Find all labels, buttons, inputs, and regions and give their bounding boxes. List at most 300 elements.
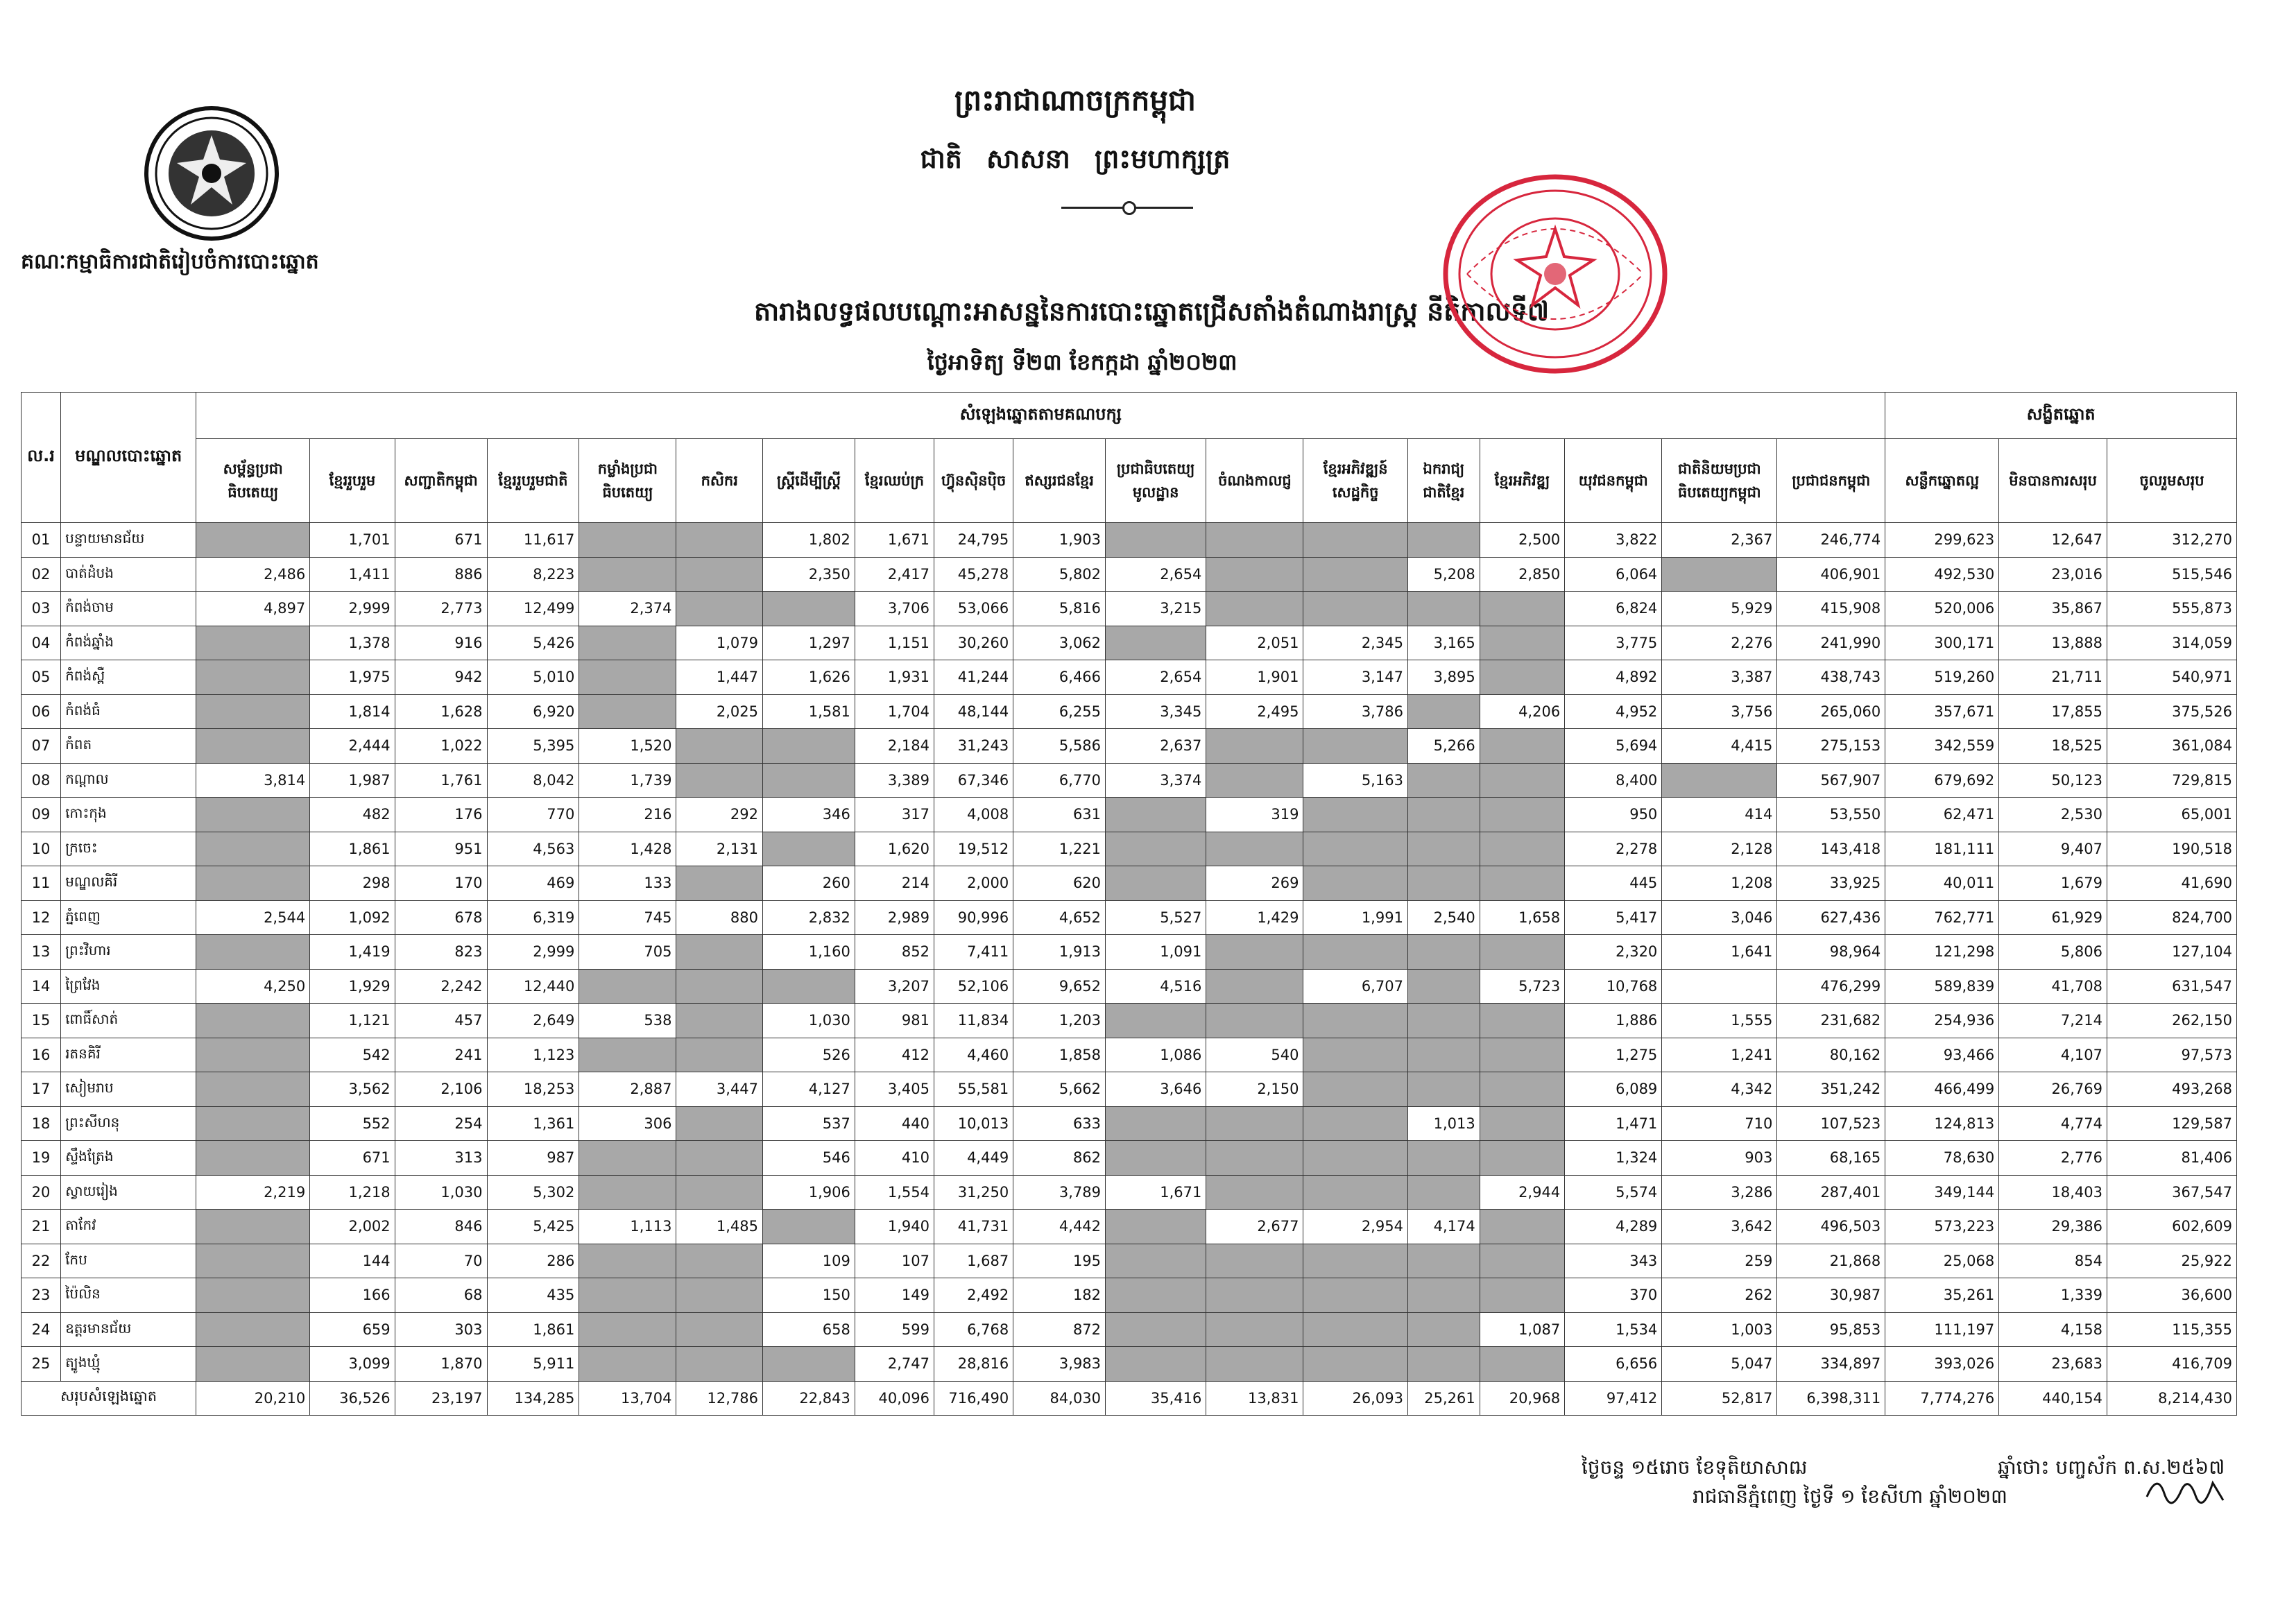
vote-cell: 1,160 [763, 935, 855, 970]
table-row [22, 798, 2237, 832]
summary-cell: 124,813 [1885, 1106, 1999, 1141]
summary-cell: 13,888 [1999, 626, 2107, 660]
vote-cell: 6,064 [1565, 557, 1662, 592]
vote-cell: 80,162 [1777, 1038, 1885, 1072]
vote-cell: 5,163 [1303, 763, 1408, 798]
vote-cell: 987 [487, 1141, 579, 1176]
vote-cell: 1,987 [310, 763, 395, 798]
vote-cell: 298 [310, 866, 395, 901]
vote-cell: 4,449 [934, 1141, 1013, 1176]
province-name: ស្ទឹងត្រែង [61, 1141, 196, 1176]
vote-cell: 916 [395, 626, 487, 660]
vote-cell: 1,940 [855, 1210, 934, 1244]
vote-cell: 942 [395, 660, 487, 695]
vote-cell: 3,046 [1662, 900, 1777, 935]
vote-cell: 287,401 [1777, 1175, 1885, 1210]
summary-cell: 115,355 [2107, 1312, 2236, 1347]
vote-cell [1407, 1278, 1480, 1313]
vote-cell: 5,911 [487, 1347, 579, 1382]
vote-cell: 28,816 [934, 1347, 1013, 1382]
vote-cell [1480, 798, 1564, 832]
vote-cell: 496,503 [1777, 1210, 1885, 1244]
vote-cell: 5,208 [1407, 557, 1480, 592]
summary-cell: 7,214 [1999, 1004, 2107, 1038]
summary-cell: 65,001 [2107, 798, 2236, 832]
vote-cell: 90,996 [934, 900, 1013, 935]
total-vote-cell: 40,096 [855, 1381, 934, 1415]
vote-cell [1480, 1072, 1564, 1107]
summary-cell: 393,026 [1885, 1347, 1999, 1382]
vote-cell: 3,389 [855, 763, 934, 798]
vote-cell: 3,706 [855, 592, 934, 626]
vote-cell [196, 1072, 310, 1107]
province-name: កំពង់ឆ្នាំង [61, 626, 196, 660]
vote-cell: 1,903 [1013, 523, 1106, 558]
vote-cell: 2,051 [1206, 626, 1303, 660]
vote-cell: 3,147 [1303, 660, 1408, 695]
province-name: តាកែវ [61, 1210, 196, 1244]
vote-cell [196, 935, 310, 970]
vote-cell [1480, 832, 1564, 866]
vote-cell [1206, 1004, 1303, 1038]
vote-cell: 4,174 [1407, 1210, 1480, 1244]
vote-cell: 109 [763, 1244, 855, 1278]
vote-cell [1206, 832, 1303, 866]
vote-cell: 1,013 [1407, 1106, 1480, 1141]
vote-cell [1480, 1038, 1564, 1072]
vote-cell [579, 969, 676, 1004]
vote-cell: 2,106 [395, 1072, 487, 1107]
organization-name: គណៈកម្មាធិការជាតិរៀបចំការបោះឆ្នោត [21, 250, 319, 274]
document-date: ថ្ងៃអាទិត្យ ទី២៣ ខែកក្កដា ឆ្នាំ២០២៣ [927, 349, 1237, 375]
province-name: ព្រះសីហនុ [61, 1106, 196, 1141]
summary-cell: 824,700 [2107, 900, 2236, 935]
summary-cell: 190,518 [2107, 832, 2236, 866]
vote-cell [579, 1141, 676, 1176]
vote-cell: 31,250 [934, 1175, 1013, 1210]
vote-cell: 2,677 [1206, 1210, 1303, 1244]
row-number: 25 [22, 1347, 61, 1382]
vote-cell [1206, 1312, 1303, 1347]
vote-cell [1480, 1141, 1564, 1176]
table-row [22, 660, 2237, 695]
summary-cell: 375,526 [2107, 694, 2236, 729]
summary-header: មិនបានការសរុប [1999, 439, 2107, 523]
vote-cell: 1,241 [1662, 1038, 1777, 1072]
header-party-group: សំឡេងឆ្នោតតាមគណបក្ស [196, 393, 1885, 439]
party-header: សញ្ជាតិកម្ពុជា [395, 439, 487, 523]
vote-cell: 133 [579, 866, 676, 901]
row-number: 13 [22, 935, 61, 970]
vote-cell: 334,897 [1777, 1347, 1885, 1382]
vote-cell [579, 1244, 676, 1278]
province-name: កែប [61, 1244, 196, 1278]
vote-cell: 6,920 [487, 694, 579, 729]
vote-cell [196, 1312, 310, 1347]
row-number: 01 [22, 523, 61, 558]
vote-cell: 2,989 [855, 900, 934, 935]
vote-cell: 1,704 [855, 694, 934, 729]
party-header: ខ្មែរអភិវឌ្ឍ [1480, 439, 1564, 523]
vote-cell [1407, 592, 1480, 626]
vote-cell: 45,278 [934, 557, 1013, 592]
vote-cell [1106, 832, 1206, 866]
vote-cell: 2,654 [1106, 660, 1206, 695]
vote-cell: 53,550 [1777, 798, 1885, 832]
vote-cell: 351,242 [1777, 1072, 1885, 1107]
vote-cell: 9,652 [1013, 969, 1106, 1004]
row-number: 08 [22, 763, 61, 798]
vote-cell: 262 [1662, 1278, 1777, 1313]
vote-cell: 631 [1013, 798, 1106, 832]
vote-cell: 5,047 [1662, 1347, 1777, 1382]
vote-cell [676, 1278, 763, 1313]
province-name: ព្រៃវែង [61, 969, 196, 1004]
summary-cell: 17,855 [1999, 694, 2107, 729]
vote-cell [676, 1106, 763, 1141]
vote-cell [579, 523, 676, 558]
vote-cell: 195 [1013, 1244, 1106, 1278]
vote-cell: 410 [855, 1141, 934, 1176]
summary-cell: 121,298 [1885, 935, 1999, 970]
summary-cell: 12,647 [1999, 523, 2107, 558]
vote-cell: 319 [1206, 798, 1303, 832]
vote-cell [196, 866, 310, 901]
vote-cell: 1,151 [855, 626, 934, 660]
vote-cell: 886 [395, 557, 487, 592]
vote-cell: 10,768 [1565, 969, 1662, 1004]
vote-cell: 4,289 [1565, 1210, 1662, 1244]
total-vote-cell: 716,490 [934, 1381, 1013, 1415]
vote-cell: 482 [310, 798, 395, 832]
vote-cell: 260 [763, 866, 855, 901]
vote-cell [1407, 935, 1480, 970]
summary-cell: 9,407 [1999, 832, 2107, 866]
vote-cell [196, 832, 310, 866]
total-vote-cell: 12,786 [676, 1381, 763, 1415]
kingdom-heading: ព្រះរាជាណាចក្រកម្ពុជា [954, 83, 1197, 117]
vote-cell: 265,060 [1777, 694, 1885, 729]
vote-cell: 745 [579, 900, 676, 935]
vote-cell: 48,144 [934, 694, 1013, 729]
vote-cell [1206, 1244, 1303, 1278]
vote-cell: 313 [395, 1141, 487, 1176]
vote-cell [676, 523, 763, 558]
table-row [22, 969, 2237, 1004]
total-vote-cell: 36,526 [310, 1381, 395, 1415]
results-table [21, 392, 2237, 1416]
vote-cell [1407, 832, 1480, 866]
vote-cell [1303, 592, 1408, 626]
party-header: ចំណងកាលជ្ញ [1206, 439, 1303, 523]
vote-cell: 2,500 [1480, 523, 1564, 558]
row-number: 14 [22, 969, 61, 1004]
vote-cell [1407, 1175, 1480, 1210]
table-row [22, 592, 2237, 626]
vote-cell: 70 [395, 1244, 487, 1278]
table-row [22, 832, 2237, 866]
vote-cell: 21,868 [1777, 1244, 1885, 1278]
vote-cell: 2,417 [855, 557, 934, 592]
vote-cell: 2,242 [395, 969, 487, 1004]
vote-cell [676, 592, 763, 626]
party-header: ហ៊្វុនស៊ិនប៉ិច [934, 439, 1013, 523]
table-row [22, 935, 2237, 970]
row-number: 07 [22, 729, 61, 764]
vote-cell [763, 832, 855, 866]
total-vote-cell: 20,210 [196, 1381, 310, 1415]
vote-cell [196, 626, 310, 660]
vote-cell: 981 [855, 1004, 934, 1038]
vote-cell: 166 [310, 1278, 395, 1313]
table-row [22, 866, 2237, 901]
vote-cell [1303, 1175, 1408, 1210]
vote-cell: 10,013 [934, 1106, 1013, 1141]
vote-cell [196, 1038, 310, 1072]
vote-cell: 2,131 [676, 832, 763, 866]
vote-cell [676, 1038, 763, 1072]
summary-cell: 1,339 [1999, 1278, 2107, 1313]
party-header: ប្រជាជនកម្ពុជា [1777, 439, 1885, 523]
party-header: ឥស្សរជនខ្មែរ [1013, 439, 1106, 523]
summary-cell: 602,609 [2107, 1210, 2236, 1244]
vote-cell: 317 [855, 798, 934, 832]
vote-cell: 567,907 [1777, 763, 1885, 798]
vote-cell: 438,743 [1777, 660, 1885, 695]
vote-cell: 5,574 [1565, 1175, 1662, 1210]
vote-cell: 1,901 [1206, 660, 1303, 695]
vote-cell: 107,523 [1777, 1106, 1885, 1141]
vote-cell: 216 [579, 798, 676, 832]
vote-cell [1407, 866, 1480, 901]
vote-cell [1206, 1175, 1303, 1210]
vote-cell: 3,822 [1565, 523, 1662, 558]
vote-cell: 823 [395, 935, 487, 970]
footer-lunar-date: ថ្ងៃចន្ទ ១៥រោច ខែទុតិយាសាឍ [1582, 1456, 1808, 1479]
nec-emblem-icon [142, 104, 281, 243]
summary-cell: 762,771 [1885, 900, 1999, 935]
vote-cell: 8,400 [1565, 763, 1662, 798]
vote-cell: 658 [763, 1312, 855, 1347]
vote-cell [1480, 935, 1564, 970]
vote-cell: 30,260 [934, 626, 1013, 660]
vote-cell: 241,990 [1777, 626, 1885, 660]
row-number: 06 [22, 694, 61, 729]
vote-cell: 2,278 [1565, 832, 1662, 866]
summary-cell: 25,068 [1885, 1244, 1999, 1278]
vote-cell: 3,814 [196, 763, 310, 798]
vote-cell [763, 969, 855, 1004]
vote-cell [196, 1141, 310, 1176]
total-vote-cell: 13,831 [1206, 1381, 1303, 1415]
vote-cell: 2,025 [676, 694, 763, 729]
row-number: 04 [22, 626, 61, 660]
vote-cell: 41,731 [934, 1210, 1013, 1244]
vote-cell [763, 1210, 855, 1244]
vote-cell [676, 1347, 763, 1382]
vote-cell [1106, 866, 1206, 901]
vote-cell: 176 [395, 798, 487, 832]
row-number: 20 [22, 1175, 61, 1210]
total-vote-cell: 20,968 [1480, 1381, 1564, 1415]
vote-cell: 1,658 [1480, 900, 1564, 935]
party-header: ខ្មែរអភិវឌ្ឍន៍សេដ្ឋកិច្ច [1303, 439, 1408, 523]
vote-cell: 5,527 [1106, 900, 1206, 935]
vote-cell: 435 [487, 1278, 579, 1313]
summary-cell: 493,268 [2107, 1072, 2236, 1107]
vote-cell: 6,770 [1013, 763, 1106, 798]
vote-cell: 3,447 [676, 1072, 763, 1107]
vote-cell [1407, 1072, 1480, 1107]
total-vote-cell: 97,412 [1565, 1381, 1662, 1415]
vote-cell: 1,471 [1565, 1106, 1662, 1141]
vote-cell: 862 [1013, 1141, 1106, 1176]
row-number: 12 [22, 900, 61, 935]
vote-cell: 1,485 [676, 1210, 763, 1244]
vote-cell [1480, 729, 1564, 764]
vote-cell: 5,426 [487, 626, 579, 660]
row-number: 24 [22, 1312, 61, 1347]
vote-cell: 633 [1013, 1106, 1106, 1141]
vote-cell [1206, 763, 1303, 798]
vote-cell: 269 [1206, 866, 1303, 901]
total-vote-cell: 134,285 [487, 1381, 579, 1415]
summary-cell: 78,630 [1885, 1141, 1999, 1176]
province-name: កណ្ដាល [61, 763, 196, 798]
vote-cell: 880 [676, 900, 763, 935]
vote-cell: 1,297 [763, 626, 855, 660]
vote-cell: 6,089 [1565, 1072, 1662, 1107]
vote-cell: 246,774 [1777, 523, 1885, 558]
party-header: ស្ត្រីដើម្បីស្ត្រី [763, 439, 855, 523]
vote-cell: 346 [763, 798, 855, 832]
vote-cell: 3,646 [1106, 1072, 1206, 1107]
summary-cell: 81,406 [2107, 1141, 2236, 1176]
summary-cell: 40,011 [1885, 866, 1999, 901]
vote-cell [1303, 866, 1408, 901]
vote-cell: 1,671 [1106, 1175, 1206, 1210]
summary-cell: 466,499 [1885, 1072, 1999, 1107]
province-name: ប៉ៃលិន [61, 1278, 196, 1313]
vote-cell: 846 [395, 1210, 487, 1244]
vote-cell [676, 1244, 763, 1278]
table-row [22, 1038, 2237, 1072]
summary-cell: 97,573 [2107, 1038, 2236, 1072]
vote-cell: 4,250 [196, 969, 310, 1004]
vote-cell [1480, 1347, 1564, 1382]
vote-cell: 2,002 [310, 1210, 395, 1244]
vote-cell: 770 [487, 798, 579, 832]
vote-cell [676, 729, 763, 764]
vote-cell [1303, 1038, 1408, 1072]
table-row [22, 694, 2237, 729]
vote-cell: 1,428 [579, 832, 676, 866]
summary-cell: 4,774 [1999, 1106, 2107, 1141]
vote-cell: 445 [1565, 866, 1662, 901]
summary-cell: 416,709 [2107, 1347, 2236, 1382]
vote-cell [196, 798, 310, 832]
summary-cell: 35,867 [1999, 592, 2107, 626]
vote-cell: 1,802 [763, 523, 855, 558]
vote-cell [1407, 694, 1480, 729]
row-number: 22 [22, 1244, 61, 1278]
vote-cell: 406,901 [1777, 557, 1885, 592]
vote-cell [579, 626, 676, 660]
vote-cell: 950 [1565, 798, 1662, 832]
vote-cell: 19,512 [934, 832, 1013, 866]
vote-cell: 5,816 [1013, 592, 1106, 626]
vote-cell [1303, 798, 1408, 832]
vote-cell: 1,626 [763, 660, 855, 695]
vote-cell: 7,411 [934, 935, 1013, 970]
vote-cell: 678 [395, 900, 487, 935]
province-name: ពោធិ៍សាត់ [61, 1004, 196, 1038]
vote-cell: 2,345 [1303, 626, 1408, 660]
total-vote-cell: 84,030 [1013, 1381, 1106, 1415]
row-number: 19 [22, 1141, 61, 1176]
vote-cell [676, 1175, 763, 1210]
row-number: 15 [22, 1004, 61, 1038]
vote-cell: 5,425 [487, 1210, 579, 1244]
vote-cell: 440 [855, 1106, 934, 1141]
vote-cell: 275,153 [1777, 729, 1885, 764]
vote-cell: 1,886 [1565, 1004, 1662, 1038]
vote-cell: 5,723 [1480, 969, 1564, 1004]
vote-cell [1106, 1312, 1206, 1347]
vote-cell: 292 [676, 798, 763, 832]
header-summary-group: សង្ខិតឆ្នោត [1885, 393, 2237, 439]
vote-cell: 5,417 [1565, 900, 1662, 935]
summary-cell: 492,530 [1885, 557, 1999, 592]
vote-cell: 4,897 [196, 592, 310, 626]
vote-cell [1480, 1004, 1564, 1038]
vote-cell: 4,127 [763, 1072, 855, 1107]
vote-cell [1106, 1347, 1206, 1382]
summary-cell: 312,270 [2107, 523, 2236, 558]
vote-cell: 2,320 [1565, 935, 1662, 970]
summary-cell: 1,679 [1999, 866, 2107, 901]
official-seal-icon [1439, 170, 1672, 378]
vote-cell: 3,983 [1013, 1347, 1106, 1382]
header-province: មណ្ឌលបោះឆ្នោត [61, 393, 196, 523]
vote-cell: 1,324 [1565, 1141, 1662, 1176]
vote-cell [196, 694, 310, 729]
vote-cell: 1,429 [1206, 900, 1303, 935]
vote-cell: 1,218 [310, 1175, 395, 1210]
vote-cell: 2,276 [1662, 626, 1777, 660]
vote-cell [1480, 1278, 1564, 1313]
vote-cell: 254 [395, 1106, 487, 1141]
summary-cell: 129,587 [2107, 1106, 2236, 1141]
vote-cell [1407, 969, 1480, 1004]
province-name: កំពង់ធំ [61, 694, 196, 729]
vote-cell: 2,350 [763, 557, 855, 592]
vote-cell: 3,165 [1407, 626, 1480, 660]
summary-cell: 23,016 [1999, 557, 2107, 592]
summary-cell: 93,466 [1885, 1038, 1999, 1072]
summary-cell: 127,104 [2107, 935, 2236, 970]
vote-cell [196, 729, 310, 764]
vote-cell: 4,008 [934, 798, 1013, 832]
vote-cell: 414 [1662, 798, 1777, 832]
vote-cell: 1,975 [310, 660, 395, 695]
vote-cell: 1,906 [763, 1175, 855, 1210]
summary-cell: 314,059 [2107, 626, 2236, 660]
vote-cell: 2,649 [487, 1004, 579, 1038]
table-row [22, 1244, 2237, 1278]
vote-cell: 5,662 [1013, 1072, 1106, 1107]
vote-cell: 150 [763, 1278, 855, 1313]
